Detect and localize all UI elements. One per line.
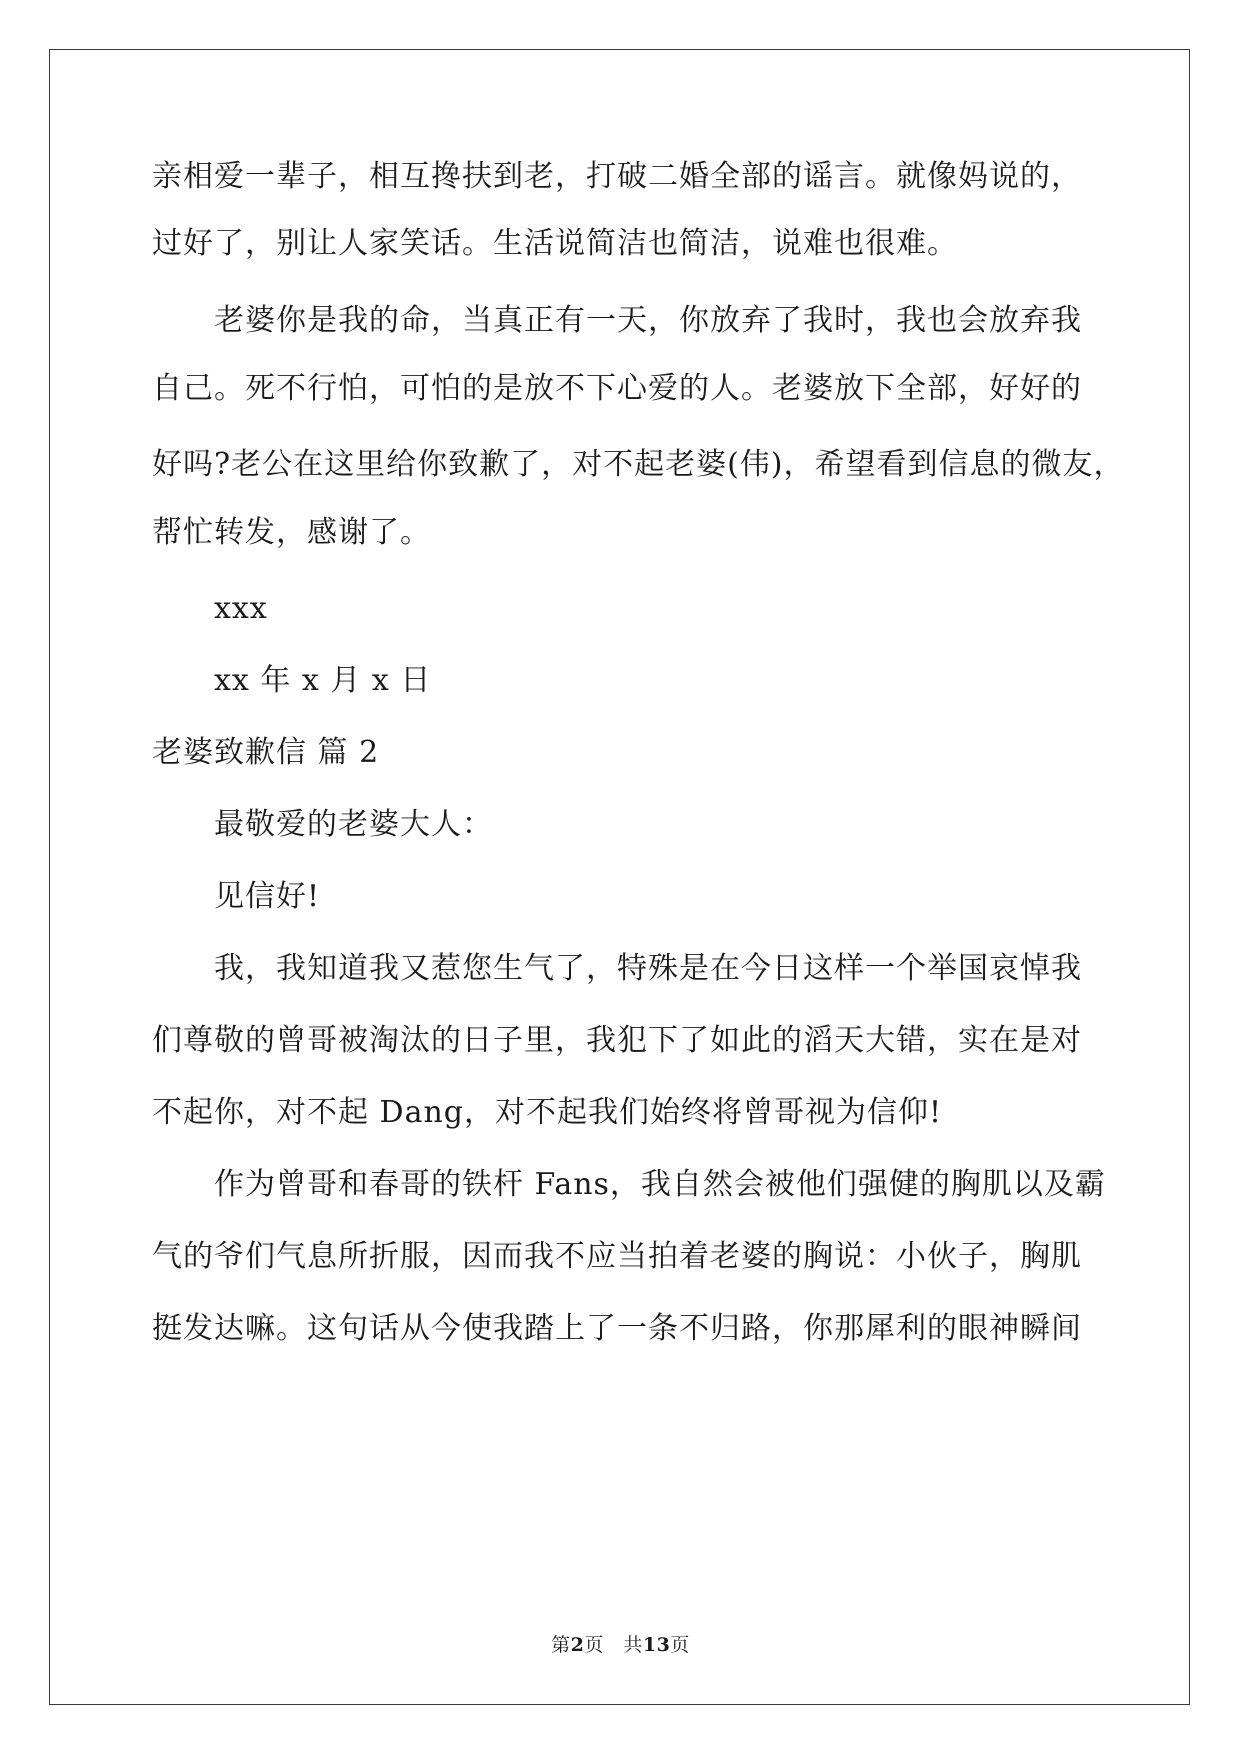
body-line: 作为曾哥和春哥的铁杆 Fans，我自然会被他们强健的胸肌以及霸 <box>214 1167 1106 1202</box>
body-line: 好吗?老公在这里给你致歉了，对不起老婆(伟)，希望看到信息的微友， <box>152 447 1125 482</box>
footer-page-number: 2 <box>570 1634 585 1656</box>
signature-date: xx 年 x 月 x 日 <box>214 663 432 698</box>
body-line: 老婆你是我的命，当真正有一天，你放弃了我时，我也会放弃我 <box>214 303 1082 338</box>
body-line: 气的爷们气息所折服，因而我不应当拍着老婆的胸说：小伙子，胸肌 <box>152 1239 1082 1274</box>
body-line: 不起你，对不起 Dang，对不起我们始终将曾哥视为信仰! <box>152 1095 943 1130</box>
body-line: 亲相爱一辈子，相互搀扶到老，打破二婚全部的谣言。就像妈说的， <box>152 159 1082 194</box>
body-line: 我，我知道我又惹您生气了，特殊是在今日这样一个举国哀悼我 <box>214 951 1082 986</box>
body-line: 们尊敬的曾哥被淘汰的日子里，我犯下了如此的滔天大错，实在是对 <box>152 1023 1082 1058</box>
body-line: 挺发达嘛。这句话从今使我踏上了一条不归路，你那犀利的眼神瞬间 <box>152 1311 1082 1346</box>
body-line: 帮忙转发，感谢了。 <box>152 515 431 550</box>
footer-page-mid: 页 共 <box>584 1634 643 1656</box>
signature-name: xxx <box>214 591 268 626</box>
body-line: 过好了，别让人家笑话。生活说简洁也简洁，说难也很难。 <box>152 226 958 261</box>
footer-page-total: 13 <box>642 1634 671 1656</box>
page-footer <box>0 1630 1241 1657</box>
footer-page-suffix: 页 <box>670 1634 690 1656</box>
salutation: 最敬爱的老婆大人： <box>214 807 493 842</box>
section-heading: 老婆致歉信 篇 2 <box>152 735 380 770</box>
greeting: 见信好! <box>214 879 321 914</box>
body-line: 自己。死不行怕，可怕的是放不下心爱的人。老婆放下全部，好好的 <box>152 371 1082 406</box>
footer-page-prefix: 第 <box>551 1634 571 1656</box>
